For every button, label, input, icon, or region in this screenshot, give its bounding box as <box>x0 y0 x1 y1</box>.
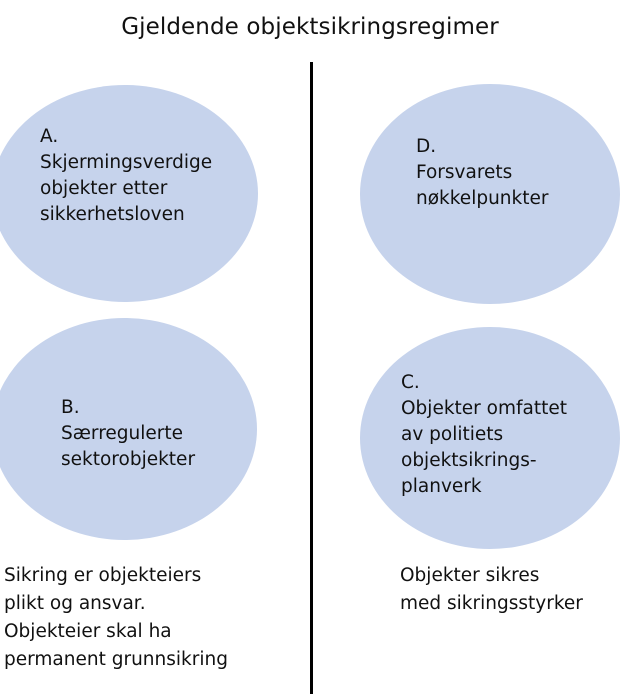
regime-c-line: Objekter omfattet <box>401 398 567 419</box>
regime-b-line: Særregulerte <box>61 423 184 444</box>
regime-a-line: Skjermingsverdige <box>40 152 213 173</box>
regime-c-line: planverk <box>401 476 482 497</box>
left-note-line: Sikring er objekteiers <box>4 565 202 586</box>
left-note-line: permanent grunnsikring <box>4 649 228 670</box>
left-note-line: plikt og ansvar. <box>4 593 146 614</box>
regime-a-label <box>40 124 212 228</box>
diagram-title: Gjeldende objektsikringsregimer <box>121 14 499 40</box>
regime-c-letter: C. <box>401 372 420 393</box>
right-note-line: med sikringsstyrker <box>400 593 583 614</box>
regime-a-line: objekter etter <box>40 178 168 199</box>
regime-a-letter: A. <box>40 126 59 147</box>
regime-d-line: Forsvarets <box>416 162 513 183</box>
left-note <box>4 562 228 674</box>
regime-c-line: objektsikrings- <box>401 450 537 471</box>
regime-d-label <box>416 134 548 212</box>
regime-b-letter: B. <box>61 397 80 418</box>
regime-a-line: sikkerhetsloven <box>40 204 185 225</box>
left-note-line: Objekteier skal ha <box>4 621 172 642</box>
right-note-line: Objekter sikres <box>400 565 540 586</box>
regime-b-line: sektorobjekter <box>61 449 196 470</box>
right-note <box>400 562 583 618</box>
regime-c-line: av politiets <box>401 424 504 445</box>
vertical-divider <box>310 62 313 694</box>
regime-b-label <box>61 395 195 473</box>
regime-d-line: nøkkelpunkter <box>416 188 549 209</box>
regime-d-letter: D. <box>416 136 437 157</box>
regime-c-label <box>401 370 567 500</box>
